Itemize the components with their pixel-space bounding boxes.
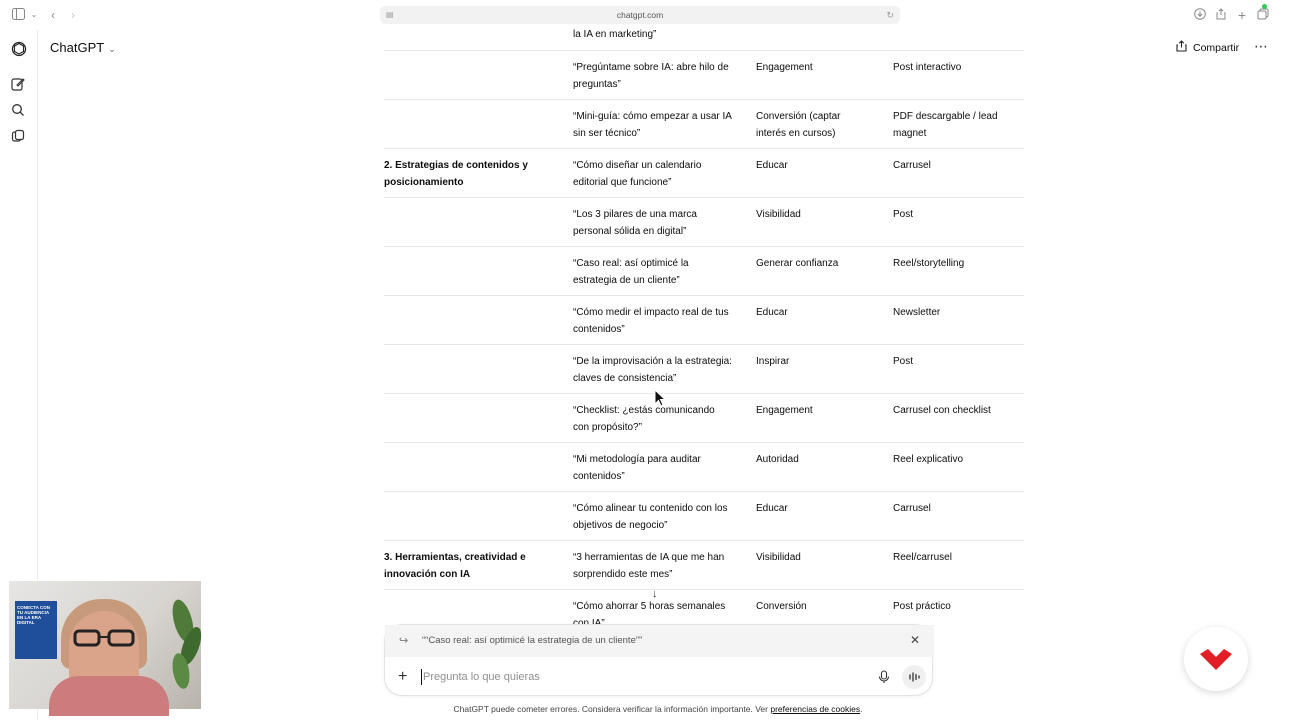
table-row: [384, 491, 1024, 540]
content-title: “De la improvisación a la estrategia: claves de consistencia”: [573, 356, 732, 384]
content-title: “Cómo medir el impacto real de tus contenidos”: [573, 307, 729, 335]
search-icon[interactable]: [11, 103, 27, 119]
content-objective: Conversión (captar interés en cursos): [756, 111, 841, 139]
share-button[interactable]: [1176, 40, 1239, 55]
content-objective: Conversión: [756, 601, 807, 612]
table-row: [384, 0, 1024, 50]
book-title: CONECTA CON TU AUDIENCIA EN LA ERA DIGITAL: [17, 605, 50, 625]
model-selector[interactable]: [50, 40, 116, 55]
content-objective: Engagement: [756, 62, 813, 73]
content-format: Carrusel: [893, 160, 931, 171]
table-row: [384, 540, 1024, 589]
brand-logo-icon: [1184, 627, 1248, 691]
upload-icon: [1176, 40, 1187, 55]
quoted-selection: [385, 625, 934, 657]
content-title: “Cómo alinear tu contenido con los objetivos de negocio”: [573, 503, 728, 531]
content-format: Newsletter: [893, 307, 941, 318]
content-format: Carrusel: [893, 503, 931, 514]
composer: [384, 624, 933, 696]
table-row: [384, 99, 1024, 148]
site-settings-icon[interactable]: ▤: [386, 10, 394, 19]
download-icon[interactable]: [1193, 8, 1207, 22]
chevron-down-icon[interactable]: ⌄: [30, 10, 38, 19]
content-format: Reel/carrusel: [893, 552, 952, 563]
table-row: [384, 197, 1024, 246]
content-format: Carrusel con checklist: [893, 405, 991, 416]
content-objective: Educar: [756, 307, 788, 318]
plus-icon[interactable]: +: [398, 668, 408, 685]
content-format: Post interactivo: [893, 62, 962, 73]
glasses-image: [73, 629, 135, 647]
new-chat-icon[interactable]: [11, 77, 27, 93]
content-objective: Visibilidad: [756, 209, 801, 220]
content-format: Reel/storytelling: [893, 258, 965, 269]
person-shirt: [49, 676, 169, 716]
close-icon[interactable]: ✕: [909, 633, 920, 647]
reload-icon[interactable]: ↻: [886, 10, 894, 20]
content-title: “Mini-guía: cómo empezar a usar IA sin ser técnico”: [573, 111, 732, 139]
mouse-cursor-icon: [654, 389, 666, 407]
brand-logo-badge[interactable]: [1184, 627, 1248, 691]
tabs-overview-icon[interactable]: [1256, 8, 1270, 22]
content-title: “Mi metodología para auditar contenidos”: [573, 454, 701, 482]
new-tab-icon[interactable]: +: [1237, 7, 1247, 23]
table-row: [384, 442, 1024, 491]
webcam-overlay: [9, 581, 201, 709]
more-icon[interactable]: ⋯: [1254, 38, 1269, 54]
share-label: Compartir: [1193, 41, 1240, 54]
content-objective: Autoridad: [756, 454, 799, 465]
content-title: “Cómo diseñar un calendario editorial que funcione”: [573, 160, 702, 188]
url-text: chatgpt.com: [616, 10, 664, 20]
chevron-down-icon: ⌄: [108, 44, 116, 54]
chatgpt-logo-icon[interactable]: [11, 41, 27, 57]
reply-arrow-icon: ↪: [399, 635, 409, 647]
app-title-text: ChatGPT: [50, 40, 105, 55]
category-label: 2. Estrategias de contenidos y posicionamiento: [384, 160, 528, 188]
table-row: [384, 50, 1024, 99]
prompt-input[interactable]: [421, 669, 841, 685]
content-title: “Caso real: así optimicé la estrategia de un cliente”: [573, 258, 689, 286]
content-format: Post práctico: [893, 601, 951, 612]
share-icon[interactable]: [1214, 8, 1228, 22]
disclaimer-text: ChatGPT puede cometer errores. Considera verificar la información importante. Ver: [453, 704, 768, 714]
forward-icon[interactable]: ›: [71, 8, 75, 22]
table-row: [384, 246, 1024, 295]
arrow-down-icon[interactable]: ↓: [652, 588, 658, 600]
library-icon[interactable]: [11, 129, 27, 145]
table-row: [384, 344, 1024, 393]
content-objective: Inspirar: [756, 356, 790, 367]
disclaimer-period: .: [860, 704, 863, 714]
cookie-preferences-link[interactable]: preferencias de cookies: [770, 704, 861, 714]
content-objective: Educar: [756, 503, 788, 514]
mic-icon[interactable]: [878, 670, 890, 684]
content-title: “3 herramientas de IA que me han sorprendido este mes”: [573, 552, 725, 580]
content-format: Reel explicativo: [893, 454, 964, 465]
content-title: “Los 3 pilares de una marca personal sólida en digital”: [573, 209, 697, 237]
content-format: PDF descargable / lead magnet: [893, 111, 998, 139]
content-title: “Pregúntame sobre IA: abre hilo de preguntas”: [573, 62, 729, 90]
quoted-text: ““Caso real: así optimicé la estrategia de un cliente””: [422, 635, 643, 646]
content-format: Post: [893, 209, 914, 220]
table-row: [384, 589, 1024, 623]
content-title: “Checklist: ¿estás comunicando con propósito?”: [573, 405, 715, 433]
table-row: [384, 148, 1024, 197]
status-dot: [1262, 4, 1267, 9]
table-row: [384, 295, 1024, 344]
plant-image: [169, 591, 201, 709]
voice-mode-icon[interactable]: [902, 665, 926, 689]
content-objective: Engagement: [756, 405, 813, 416]
back-icon[interactable]: ‹: [51, 8, 55, 22]
sidebar-toggle-icon[interactable]: [11, 8, 25, 22]
content-title: “Cómo ahorrar 5 horas semanales: [573, 601, 726, 612]
content-objective: Visibilidad: [756, 552, 801, 563]
content-format: Post: [893, 356, 914, 367]
table-row: [384, 393, 1024, 442]
category-label: 3. Herramientas, creatividad e innovación con IA: [384, 552, 526, 580]
content-title: la IA en marketing”: [573, 29, 657, 40]
content-objective: Generar confianza: [756, 258, 839, 269]
content-objective: Educar: [756, 160, 788, 171]
